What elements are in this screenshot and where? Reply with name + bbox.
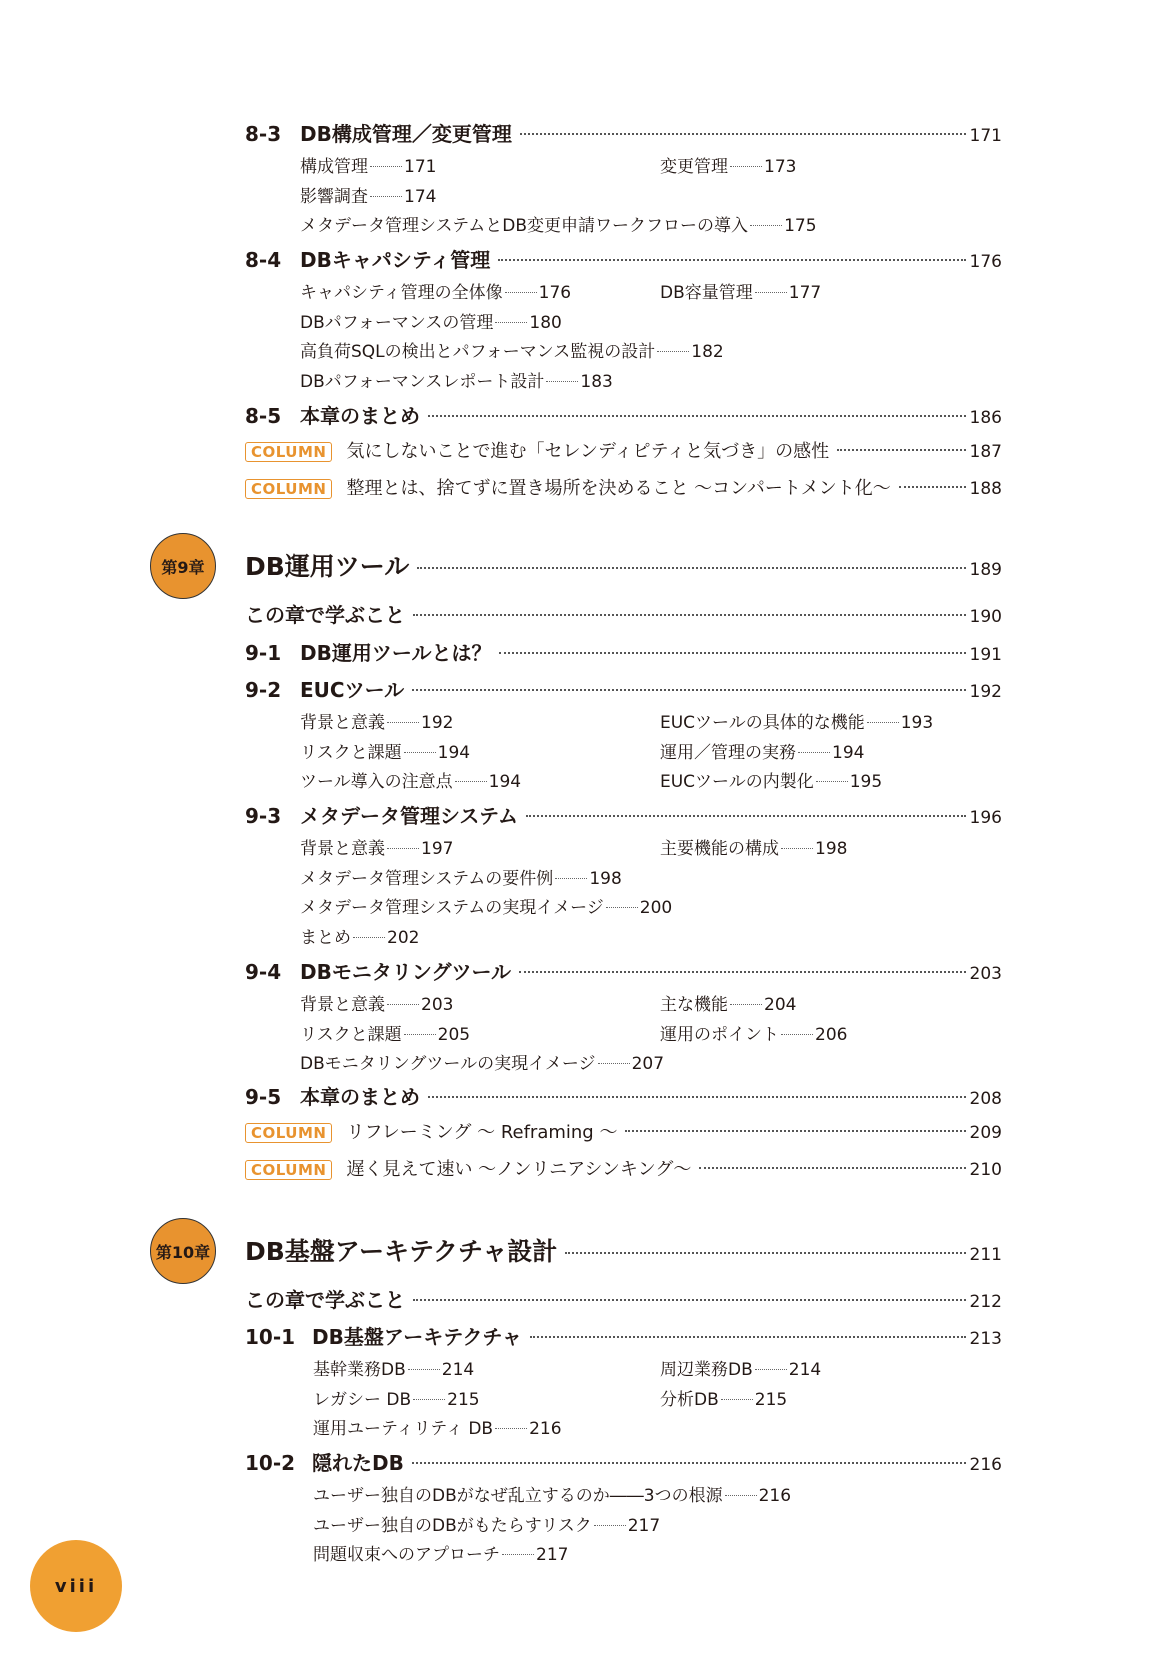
dot-leader (404, 752, 436, 753)
column-tag: COLUMN (245, 479, 332, 499)
page-number: 195 (849, 772, 883, 792)
section-title: メタデータ管理システム (300, 804, 518, 828)
dot-leader (408, 1369, 440, 1370)
subsection-entry[interactable] (660, 708, 933, 733)
subsection-title: リスクと課題 (300, 743, 402, 763)
subsection-entry[interactable] (300, 1049, 664, 1074)
subsection-entry[interactable] (300, 767, 521, 792)
chapter-entry[interactable] (245, 1232, 1002, 1268)
section-number: 10-2 (245, 1451, 296, 1475)
page-number: 192 (421, 713, 454, 733)
dot-leader (387, 722, 419, 723)
subsection-entry[interactable] (300, 864, 622, 889)
section-title: DBキャパシティ管理 (300, 248, 491, 272)
subsection-title: メタデータ管理システムとDB変更申請ワークフローの導入 (300, 216, 749, 236)
section-entry[interactable] (245, 599, 1002, 628)
section-number: 9-5 (245, 1085, 282, 1109)
section-number: 9-2 (245, 678, 282, 702)
dot-leader (781, 848, 813, 849)
page-number: 174 (404, 187, 437, 207)
subsection-entry[interactable] (300, 152, 436, 177)
subsection-title: EUCツールの具体的な機能 (660, 713, 865, 733)
section-entry[interactable] (245, 400, 1002, 429)
subsection-entry[interactable] (313, 1511, 660, 1536)
dot-leader (899, 486, 966, 488)
subsection-title: 分析DB (660, 1390, 719, 1410)
subsection-entry[interactable] (313, 1385, 480, 1410)
dot-leader (413, 1399, 445, 1400)
subsection-entry[interactable] (660, 767, 882, 792)
subsection-entry[interactable] (300, 708, 453, 733)
page-number: 176 (969, 252, 1002, 272)
page-number: 173 (764, 157, 797, 177)
dot-leader (519, 971, 966, 973)
subsection-title: DBパフォーマンスの管理 (300, 313, 494, 333)
dot-leader (404, 1034, 436, 1035)
subsection-title: 周辺業務DB (660, 1360, 753, 1380)
subsection-entry[interactable] (300, 834, 453, 859)
dot-leader (625, 1130, 965, 1132)
subsection-entry[interactable] (300, 278, 571, 303)
subsection-title: 基幹業務DB (313, 1360, 406, 1380)
dot-leader (370, 196, 402, 197)
dot-leader (498, 259, 965, 261)
section-title: DBモニタリングツール (300, 960, 512, 984)
dot-leader (417, 567, 965, 569)
subsection-title: リスクと課題 (300, 1025, 402, 1045)
subsection-title: メタデータ管理システムの要件例 (300, 869, 554, 889)
column-title: リフレーミング ～ Reframing ～ (346, 1122, 618, 1143)
dot-leader (730, 166, 762, 167)
dot-leader (370, 166, 402, 167)
chapter-badge (150, 533, 216, 599)
dot-leader (353, 937, 385, 938)
dot-leader (428, 1096, 966, 1098)
subsection-entry[interactable] (660, 1385, 787, 1410)
subsection-entry[interactable] (660, 278, 821, 303)
chapter-badge-label: 第10章 (155, 1242, 211, 1262)
subsection-entry[interactable] (313, 1481, 791, 1506)
subsection-title: DBモニタリングツールの実現イメージ (300, 1054, 596, 1074)
column-entry[interactable] (245, 437, 1002, 463)
column-entry[interactable] (245, 474, 1002, 500)
section-number: 8-5 (245, 404, 282, 428)
page-number: 189 (969, 560, 1002, 580)
dot-leader (750, 225, 782, 226)
subsection-entry[interactable] (660, 1355, 821, 1380)
subsection-entry[interactable] (300, 308, 562, 333)
subsection-entry[interactable] (300, 1020, 470, 1045)
column-tag: COLUMN (245, 1123, 332, 1143)
dot-leader (598, 1063, 630, 1064)
column-tag: COLUMN (245, 1160, 332, 1180)
subsection-entry[interactable] (660, 1020, 847, 1045)
section-title: DB構成管理／変更管理 (300, 122, 512, 146)
dot-leader (387, 848, 419, 849)
subsection-title: 変更管理 (660, 157, 728, 177)
page-number: 206 (815, 1025, 848, 1045)
subsection-entry[interactable] (300, 211, 817, 236)
page-number: 171 (969, 126, 1002, 146)
section-number: 9-4 (245, 960, 282, 984)
subsection-title: ユーザー独自のDBがなぜ乱立するのか――3つの根源 (313, 1486, 723, 1506)
page-number: 213 (969, 1329, 1002, 1349)
subsection-entry[interactable] (300, 182, 436, 207)
subsection-title: 構成管理 (300, 157, 368, 177)
subsection-title: 背景と意義 (300, 713, 385, 733)
section-title: 本章のまとめ (300, 404, 420, 428)
section-title: この章で学ぶこと (245, 1288, 405, 1312)
section-number: 9-1 (245, 641, 282, 665)
dot-leader (526, 815, 966, 817)
page-number: 210 (969, 1160, 1002, 1180)
page-number: 212 (969, 1292, 1002, 1312)
subsection-entry[interactable] (300, 990, 453, 1015)
dot-leader (412, 689, 965, 691)
page-number: 196 (969, 808, 1002, 828)
dot-leader (721, 1399, 753, 1400)
subsection-entry[interactable] (313, 1355, 474, 1380)
page-number: 175 (784, 216, 817, 236)
section-entry[interactable] (245, 956, 1002, 985)
page-number: 177 (788, 283, 822, 303)
section-entry[interactable] (245, 1081, 1002, 1110)
page-number: 217 (627, 1516, 661, 1536)
chapter-entry[interactable] (245, 547, 1002, 583)
column-title: 気にしないことで進む「セレンディピティと気づき」の感性 (346, 441, 830, 462)
subsection-title: EUCツールの内製化 (660, 772, 814, 792)
subsection-title: DB容量管理 (660, 283, 753, 303)
dot-leader (867, 722, 899, 723)
subsection-entry[interactable] (300, 923, 419, 948)
dot-leader (530, 1336, 966, 1338)
page-number: 182 (691, 342, 724, 362)
subsection-entry[interactable] (300, 337, 724, 362)
dot-leader (781, 1034, 813, 1035)
section-number: 8-3 (245, 122, 282, 146)
subsection-entry[interactable] (660, 152, 796, 177)
section-number: 10-1 (245, 1325, 296, 1349)
page-number: 216 (969, 1455, 1002, 1475)
dot-leader (755, 1369, 787, 1370)
dot-leader (657, 351, 689, 352)
folio-label: viii (54, 1575, 98, 1597)
dot-leader (798, 752, 830, 753)
page-number: 194 (488, 772, 522, 792)
column-entry[interactable] (245, 1118, 1002, 1144)
page-number: 202 (387, 928, 420, 948)
dot-leader (455, 781, 487, 782)
page-number: 187 (969, 442, 1002, 462)
section-entry[interactable] (245, 1321, 1002, 1350)
section-number: 9-3 (245, 804, 282, 828)
section-title: 隠れたDB (312, 1451, 404, 1475)
section-entry[interactable] (245, 674, 1002, 703)
subsection-title: キャパシティ管理の全体像 (300, 283, 503, 303)
subsection-entry[interactable] (660, 738, 864, 763)
dot-leader (412, 1462, 966, 1464)
dot-leader (725, 1495, 757, 1496)
dot-leader (555, 878, 587, 879)
subsection-title: 背景と意義 (300, 995, 385, 1015)
dot-leader (565, 1252, 965, 1254)
page-number: 204 (764, 995, 797, 1015)
subsection-title: 問題収束へのアプローチ (313, 1545, 500, 1565)
section-title: この章で学ぶこと (245, 603, 405, 627)
subsection-entry[interactable] (313, 1414, 562, 1439)
subsection-title: 運用ユーティリティ DB (313, 1419, 494, 1439)
page-number: 171 (404, 157, 437, 177)
page-number: 197 (421, 839, 454, 859)
subsection-title: 影響調査 (300, 187, 368, 207)
section-title: EUCツール (300, 678, 405, 702)
chapter-title: DB運用ツール (245, 552, 410, 581)
page-number: 216 (758, 1486, 792, 1506)
page-number: 208 (969, 1089, 1002, 1109)
column-tag: COLUMN (245, 442, 332, 462)
subsection-title: 高負荷SQLの検出とパフォーマンス監視の設計 (300, 342, 656, 362)
column-entry[interactable] (245, 1155, 1002, 1181)
page-folio (30, 1540, 122, 1632)
chapter-badge (150, 1218, 216, 1284)
subsection-entry[interactable] (300, 738, 470, 763)
subsection-entry[interactable] (660, 834, 847, 859)
subsection-title: 運用のポイント (660, 1025, 779, 1045)
section-entry[interactable] (245, 800, 1002, 829)
page-number: 207 (631, 1054, 665, 1074)
subsection-title: ユーザー独自のDBがもたらすリスク (313, 1516, 592, 1536)
subsection-entry[interactable] (313, 1540, 568, 1565)
dot-leader (594, 1525, 626, 1526)
page-number: 198 (589, 869, 622, 889)
subsection-entry[interactable] (300, 367, 613, 392)
page-number: 183 (580, 372, 613, 392)
section-entry[interactable] (245, 1447, 1002, 1476)
section-entry[interactable] (245, 244, 1002, 273)
dot-leader (502, 1554, 534, 1555)
subsection-title: 運用／管理の実務 (660, 743, 796, 763)
section-entry[interactable] (245, 637, 1002, 666)
dot-leader (413, 614, 966, 616)
dot-leader (495, 1428, 527, 1429)
dot-leader (755, 292, 787, 293)
page-number: 214 (441, 1360, 475, 1380)
subsection-title: メタデータ管理システムの実現イメージ (300, 898, 604, 918)
page-number: 205 (437, 1025, 471, 1045)
column-title: 遅く見えて速い ～ノンリニアシンキング～ (346, 1159, 692, 1180)
page-number: 190 (969, 607, 1002, 627)
subsection-title: ツール導入の注意点 (300, 772, 453, 792)
subsection-title: 主な機能 (660, 995, 728, 1015)
page-number: 192 (969, 682, 1002, 702)
section-title: DB運用ツールとは？ (300, 641, 492, 665)
page-number: 215 (447, 1390, 480, 1410)
dot-leader (606, 907, 638, 908)
page-number: 188 (969, 479, 1002, 499)
page-number: 180 (529, 313, 562, 333)
page-number: 211 (969, 1245, 1002, 1265)
page-number: 214 (788, 1360, 822, 1380)
page-number: 194 (437, 743, 471, 763)
section-title: 本章のまとめ (300, 1085, 420, 1109)
subsection-title: 主要機能の構成 (660, 839, 779, 859)
chapter-title: DB基盤アーキテクチャ設計 (245, 1237, 558, 1266)
page-number: 186 (969, 408, 1002, 428)
page-number: 209 (969, 1123, 1002, 1143)
dot-leader (837, 449, 965, 451)
page-number: 217 (536, 1545, 569, 1565)
dot-leader (499, 652, 965, 654)
section-number: 8-4 (245, 248, 282, 272)
page-number: 216 (529, 1419, 562, 1439)
page-number: 203 (969, 964, 1002, 984)
page-number: 191 (969, 645, 1002, 665)
page-number: 194 (832, 743, 865, 763)
dot-leader (428, 415, 966, 417)
subsection-title: 背景と意義 (300, 839, 385, 859)
section-title: DB基盤アーキテクチャ (312, 1325, 522, 1349)
page-number: 215 (754, 1390, 788, 1410)
dot-leader (730, 1004, 762, 1005)
page-number: 176 (538, 283, 572, 303)
chapter-badge-label: 第9章 (161, 557, 205, 577)
dot-leader (387, 1004, 419, 1005)
subsection-entry[interactable] (660, 990, 796, 1015)
dot-leader (495, 322, 527, 323)
dot-leader (699, 1167, 965, 1169)
page-number: 193 (900, 713, 934, 733)
subsection-title: まとめ (300, 928, 351, 948)
subsection-title: レガシー DB (313, 1390, 412, 1410)
dot-leader (413, 1299, 966, 1301)
page-number: 200 (639, 898, 673, 918)
section-entry[interactable] (245, 118, 1002, 147)
column-title: 整理とは、捨てずに置き場所を決めること ～コンパートメント化～ (346, 478, 891, 499)
dot-leader (816, 781, 848, 782)
dot-leader (546, 381, 578, 382)
page-number: 198 (815, 839, 848, 859)
dot-leader (505, 292, 537, 293)
page-number: 203 (421, 995, 454, 1015)
subsection-entry[interactable] (300, 893, 672, 918)
dot-leader (520, 133, 966, 135)
subsection-title: DBパフォーマンスレポート設計 (300, 372, 545, 392)
section-entry[interactable] (245, 1284, 1002, 1313)
